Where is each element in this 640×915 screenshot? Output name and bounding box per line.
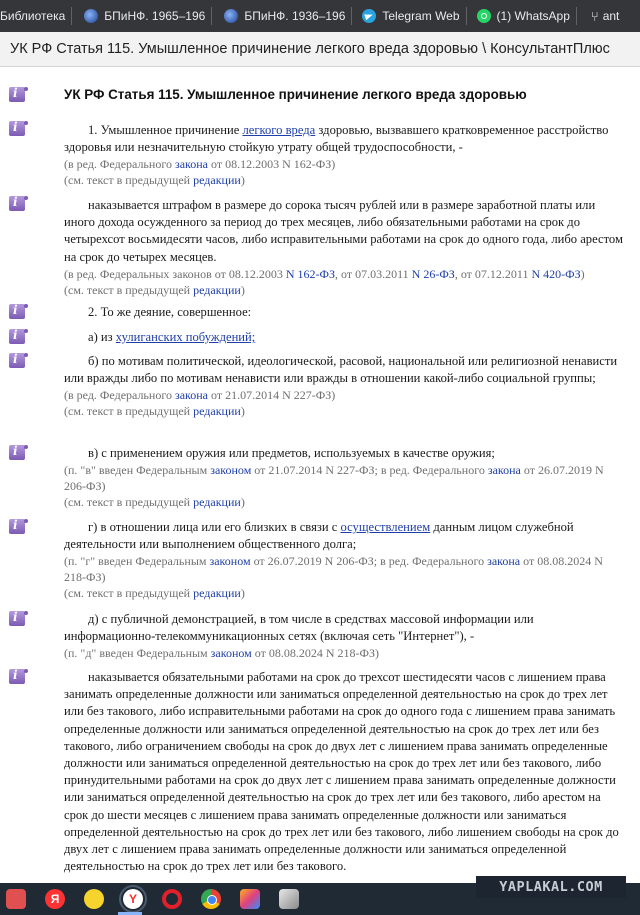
link-law[interactable]: законом [210,463,252,478]
note-text: (см. текст в предыдущей [64,404,194,419]
info-icon[interactable] [9,669,25,684]
bookmark-label: Telegram Web [382,9,460,23]
note-text: (в ред. Федерального [64,388,175,403]
text: данным лицом служебной деятельности или выполнением общественного долга; [64,520,574,552]
text: наказывается обязательными работами на срок до трехсот шестидесяти часов с лишением права занимать определенные должности или заниматься определенной деятельностью на срок до трех лет или без такового, либо исправительными работами на срок до одного года с лишением права занимать определенные должности или заниматься определенной деятельностью на срок до трех лет или без такового, либо ограничением свободы на срок до двух лет с лишением права занимать определенные должности или заниматься определенной деятельностью на срок до трех лет или без такового, либо принудительными работами на срок до двух лет с лишением права занимать определенные должности или заниматься определенной деятельностью на срок до трех лет или без такового, либо арестом на срок до шести месяцев с лишением права занимать определенные должности или заниматься определенной деятельностью на срок до трех лет или без такового, либо лишением свободы на срок до двух лет с лишением права занимать определенные должности или заниматься определенной деятельностью на срок до трех лет или без такового. [64,670,619,874]
galaxy-icon [84,9,98,23]
note-text: ) [240,282,245,297]
paragraph-item-a [64,329,624,346]
link-previous-edition[interactable]: редакции [193,173,241,188]
text: г) в отношении лица или его близких в связи с [88,520,341,534]
link-previous-edition[interactable]: редакции [193,404,241,419]
ybrowser-letter: Y [128,892,137,906]
paragraph-item-v [64,445,624,510]
paragraph-item-g [64,519,624,601]
info-icon[interactable] [9,445,25,460]
note-text: (в ред. Федеральных законов от 08.12.2003 [64,266,286,281]
info-icon[interactable] [9,611,25,626]
text: б) по мотивам политической, идеологической, расовой, национальной или религиозной ненависти или вражды либо по мотивам ненависти или вражды в отношении какой-либо социальной группы; [64,354,618,386]
bookmark-bpinf-1936[interactable] [212,0,351,32]
fork-icon: ⑂ [590,8,599,24]
note-text: , от 07.12.2011 [454,266,532,281]
note-text: ) [240,586,245,601]
paragraph-punishment-2 [64,669,624,875]
text: здоровью, вызвавшего кратковременное расстройство здоровья или незначительную стойкую утрату общей трудоспособности, - [64,123,609,155]
paragraph-part-1 [64,122,624,188]
link-exercise[interactable]: осуществлением [340,520,431,534]
info-icon[interactable] [9,353,25,368]
note-text: (см. текст в предыдущей [64,586,194,601]
link-previous-edition[interactable]: редакции [193,586,241,601]
info-icon[interactable] [9,519,25,534]
app-icon[interactable] [6,889,26,909]
link-law[interactable]: закона [487,554,521,569]
bookmark-label: БПиНФ. 1965–196 [104,9,206,23]
link-law[interactable]: закона [174,388,208,403]
info-icon[interactable] [9,329,25,344]
note-text: от 26.07.2019 N 206-ФЗ; в ред. Федерального [250,554,488,569]
note-text: от 21.07.2014 N 227-ФЗ) [208,388,336,403]
text: в) с применением оружия или предметов, используемых в качестве оружия; [88,446,495,460]
link-light-harm[interactable]: легкого вреда [242,123,316,137]
paragraph-item-b [64,353,624,419]
text: наказывается штрафом в размере до сорока тысяч рублей или в размере заработной платы или иного дохода осужденного за период до трех месяцев, либо обязательными работами на срок до четырехсот восьмидесяти часов, либо исправительными работами на срок до одного года, либо арестом на срок до четырех месяцев. [64,198,623,264]
bookmark-label: ant [602,9,620,23]
note-text: (п. "в" введен Федеральным [64,463,211,478]
note-text: от 08.08.2024 N 218-ФЗ) [251,646,379,661]
note-text: ) [240,495,245,510]
note-text: (см. текст в предыдущей [64,173,194,188]
whatsapp-icon [477,9,491,23]
note-text: (в ред. Федерального [64,157,175,172]
document-content [0,68,640,883]
bookmark-telegram[interactable] [352,0,465,32]
bookmark-whatsapp[interactable] [467,0,576,32]
page-title-bar [0,32,640,67]
paragraph-punishment-1 [64,197,624,298]
link-law[interactable]: закона [174,157,208,172]
note-text: (п. "д" введен Федеральным [64,646,211,661]
info-icon[interactable] [9,196,25,211]
bookmark-library[interactable] [0,0,71,32]
info-icon[interactable] [9,304,25,319]
link-law-26[interactable]: N 26-ФЗ [411,266,455,281]
ruler-icon[interactable] [279,889,299,909]
link-law-420[interactable]: N 420-ФЗ [531,266,581,281]
yandex-browser-icon[interactable] [123,889,143,909]
galaxy-icon [224,9,238,23]
note-text: (см. текст в предыдущей [64,282,194,297]
page-title: УК РФ Статья 115. Умышленное причинение легкого вреда здоровью \ КонсультантПлюс [10,41,610,57]
note-text: , от 07.03.2011 [335,266,412,281]
yandex-market-icon[interactable] [84,889,104,909]
bookmark-library-label: Библиотека [0,9,66,23]
link-previous-edition[interactable]: редакции [193,495,241,510]
chrome-icon[interactable] [201,889,221,909]
link-law[interactable]: законом [209,554,251,569]
paragraph-part-2 [64,304,624,321]
link-law[interactable]: закона [487,463,521,478]
paragraph-item-d [64,611,624,661]
note-text: (см. текст в предыдущей [64,495,194,510]
text: а) из [88,330,116,344]
note-text: от 08.08.2024 N 218-ФЗ) [64,554,603,585]
link-previous-edition[interactable]: редакции [193,282,241,297]
info-icon[interactable] [9,87,25,102]
info-icon[interactable] [9,121,25,136]
yandex-icon[interactable] [45,889,65,909]
note-text: от 26.07.2019 N 206-ФЗ) [64,463,604,494]
bookmarks-bar [0,0,640,32]
yandex-letter: Я [50,892,60,906]
text: 1. Умышленное причинение [88,123,243,137]
link-law[interactable]: законом [210,646,252,661]
note-text: от 21.07.2014 N 227-ФЗ; в ред. Федерального [251,463,488,478]
note-text: ) [240,404,245,419]
note-text: (п. "г" введен Федеральным [64,554,210,569]
bookmark-ant[interactable] [577,0,626,32]
paint-icon[interactable] [240,889,260,909]
link-law-162[interactable]: N 162-ФЗ [285,266,336,281]
watermark: YAPLAKAL.COM [476,876,626,898]
article-heading: УК РФ Статья 115. Умышленное причинение легкого вреда здоровью [64,87,527,102]
link-hooligan-motives[interactable]: хулиганских побуждений; [115,330,256,344]
bookmark-bpinf-1965[interactable] [72,0,211,32]
text: 2. То же деяние, совершенное: [88,305,252,319]
opera-icon[interactable] [162,889,182,909]
note-text: ) [580,266,585,281]
text: д) с публичной демонстрацией, в том числе в средствах массовой информации или информационно-телекоммуникационных сетях (включая сеть "Интернет"), - [64,612,534,644]
telegram-icon [362,9,376,23]
bookmark-label: БПиНФ. 1936–196 [244,9,346,23]
bookmark-label: (1) WhatsApp [496,9,570,23]
note-text: ) [240,173,245,188]
note-text: от 08.12.2003 N 162-ФЗ) [208,157,336,172]
